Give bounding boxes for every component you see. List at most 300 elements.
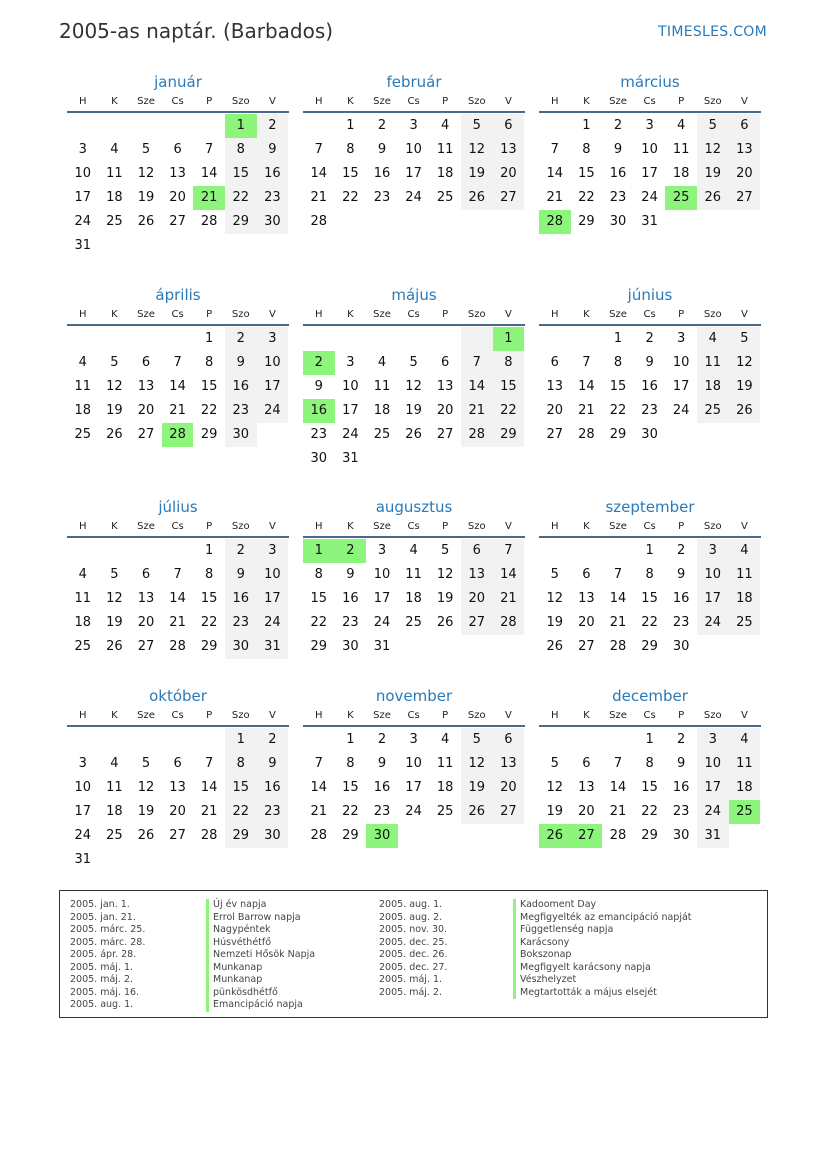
day-cell: 13 — [729, 138, 761, 162]
day-grid — [67, 114, 289, 258]
weekday-label: P — [442, 309, 449, 320]
legend-holiday-name: Megfigyelt karácsony napja — [513, 962, 692, 975]
holiday-day: 1 — [303, 539, 335, 563]
legend-date: 2005. dec. 25. — [379, 936, 448, 948]
weekday-label: Szo — [231, 710, 250, 721]
day-cell: 3 — [78, 756, 87, 771]
day-cell: 6 — [582, 567, 591, 582]
weekday-label: Sze — [137, 710, 155, 721]
day-cell: 16 — [225, 375, 257, 399]
day-cell: 14 — [609, 591, 627, 606]
empty-cell — [67, 327, 99, 351]
day-cell: 23 — [257, 800, 289, 824]
empty-cell — [162, 327, 194, 351]
day-cell: 23 — [373, 190, 391, 205]
weekday-label: V — [504, 96, 512, 107]
day-cell: 25 — [74, 427, 92, 442]
day-cell: 26 — [461, 186, 493, 210]
legend-holiday-name: Kadooment Day — [513, 899, 692, 912]
day-cell: 21 — [310, 190, 328, 205]
empty-cell — [130, 234, 162, 258]
weekday-label: V — [268, 710, 276, 721]
day-cell: 24 — [257, 611, 289, 635]
day-cell: 26 — [106, 639, 123, 654]
holiday-day: 1 — [493, 327, 525, 351]
day-cell: 3 — [377, 543, 387, 558]
holiday-day: 28 — [539, 210, 571, 234]
weekday-label: H — [315, 309, 323, 320]
day-cell: 18 — [729, 587, 761, 611]
weekday-header — [67, 308, 289, 326]
day-cell: 11 — [373, 379, 391, 394]
day-cell: 12 — [106, 591, 123, 606]
day-cell: 21 — [169, 615, 186, 630]
day-cell: 4 — [409, 543, 418, 558]
empty-cell — [335, 210, 367, 234]
day-cell: 20 — [493, 776, 525, 800]
weekday-label: Szo — [467, 521, 486, 532]
weekday-label: P — [206, 521, 213, 532]
day-cell: 2 — [613, 118, 623, 133]
day-cell: 12 — [461, 752, 493, 776]
day-cell: 14 — [310, 166, 328, 181]
weekday-label: Cs — [171, 710, 184, 721]
weekday-header — [303, 709, 525, 727]
empty-cell — [257, 848, 289, 872]
day-cell: 20 — [546, 403, 564, 418]
day-cell: 20 — [578, 804, 595, 819]
empty-cell — [67, 114, 99, 138]
empty-cell — [67, 539, 99, 563]
day-cell: 28 — [578, 427, 595, 442]
day-cell: 17 — [697, 587, 729, 611]
day-cell: 1 — [645, 732, 654, 747]
empty-cell — [67, 728, 99, 752]
day-cell: 27 — [493, 800, 525, 824]
weekday-label: P — [206, 96, 213, 107]
day-cell: 29 — [641, 639, 658, 654]
weekday-label: Sze — [137, 96, 155, 107]
weekday-header — [539, 709, 761, 727]
day-cell: 14 — [578, 379, 595, 394]
empty-cell — [303, 327, 335, 351]
weekday-label: Sze — [609, 309, 627, 320]
day-grid — [539, 327, 761, 447]
day-cell: 4 — [729, 728, 761, 752]
day-cell: 8 — [613, 355, 623, 370]
day-cell: 15 — [342, 780, 359, 795]
empty-cell — [99, 114, 131, 138]
empty-cell — [130, 728, 162, 752]
empty-cell — [665, 423, 697, 447]
day-cell: 15 — [310, 591, 328, 606]
empty-cell — [429, 635, 461, 659]
weekday-label: P — [442, 521, 449, 532]
day-cell: 12 — [461, 138, 493, 162]
empty-cell — [461, 210, 493, 234]
day-cell: 1 — [346, 118, 355, 133]
day-cell: 15 — [342, 166, 359, 181]
weekday-label: P — [678, 309, 685, 320]
weekday-label: K — [111, 521, 118, 532]
day-cell: 20 — [436, 403, 454, 418]
day-cell: 21 — [493, 587, 525, 611]
weekday-label: V — [504, 309, 512, 320]
day-cell: 29 — [609, 427, 627, 442]
weekday-label: V — [268, 96, 276, 107]
weekday-label: P — [206, 309, 213, 320]
day-cell: 27 — [169, 214, 186, 229]
day-cell: 16 — [373, 780, 391, 795]
day-cell: 13 — [169, 166, 186, 181]
month-6 — [67, 498, 289, 659]
empty-cell — [429, 447, 461, 471]
weekday-label: Cs — [171, 96, 184, 107]
day-cell: 17 — [405, 166, 422, 181]
month-title: március — [620, 73, 680, 91]
legend-date: 2005. nov. 30. — [379, 924, 448, 935]
empty-cell — [303, 728, 335, 752]
holiday-day: 28 — [162, 423, 194, 447]
month-4 — [303, 286, 525, 471]
day-cell: 9 — [645, 355, 654, 370]
day-cell: 4 — [441, 118, 450, 133]
legend-holiday-name: Karácsony — [513, 937, 692, 950]
day-cell: 7 — [550, 142, 559, 157]
day-cell: 29 — [310, 639, 328, 654]
empty-cell — [461, 635, 493, 659]
month-title: május — [391, 286, 437, 304]
day-cell: 30 — [310, 451, 328, 466]
day-cell: 1 — [645, 543, 654, 558]
month-11 — [539, 687, 761, 848]
day-cell: 13 — [137, 379, 155, 394]
day-cell: 23 — [672, 615, 690, 630]
day-cell: 5 — [697, 114, 729, 138]
day-cell: 6 — [461, 539, 493, 563]
day-cell: 28 — [609, 828, 627, 843]
day-cell: 11 — [729, 563, 761, 587]
day-cell: 28 — [200, 828, 218, 843]
legend-date: 2005. jan. 1. — [70, 899, 130, 910]
month-2 — [539, 73, 761, 234]
empty-cell — [162, 848, 194, 872]
day-cell: 31 — [373, 639, 391, 654]
day-cell: 3 — [677, 331, 686, 346]
weekday-label: V — [740, 710, 748, 721]
day-cell: 7 — [613, 756, 623, 771]
empty-cell — [571, 327, 603, 351]
day-cell: 8 — [346, 756, 355, 771]
weekday-label: Szo — [703, 96, 722, 107]
weekday-label: K — [111, 309, 118, 320]
weekday-label: K — [347, 521, 354, 532]
day-cell: 14 — [493, 563, 525, 587]
day-cell: 26 — [405, 427, 422, 442]
month-title: november — [375, 687, 453, 705]
weekday-label: H — [551, 710, 559, 721]
day-cell: 31 — [74, 238, 92, 253]
day-cell: 22 — [225, 800, 257, 824]
day-cell: 10 — [641, 142, 658, 157]
day-cell: 12 — [546, 591, 564, 606]
day-cell: 9 — [613, 142, 623, 157]
day-cell: 20 — [729, 162, 761, 186]
empty-cell — [130, 539, 162, 563]
month-9 — [67, 687, 289, 872]
day-grid — [303, 327, 525, 471]
day-cell: 7 — [613, 567, 623, 582]
weekday-label: Sze — [609, 96, 627, 107]
day-cell: 7 — [493, 539, 525, 563]
weekday-label: Sze — [137, 309, 155, 320]
weekday-label: Cs — [643, 521, 656, 532]
empty-cell — [130, 848, 162, 872]
holiday-day: 30 — [366, 824, 398, 848]
day-cell: 27 — [493, 186, 525, 210]
day-cell: 5 — [550, 567, 559, 582]
day-cell: 3 — [409, 732, 418, 747]
day-cell: 30 — [225, 635, 257, 659]
month-0 — [67, 73, 289, 258]
day-cell: 17 — [74, 190, 92, 205]
month-title: február — [386, 73, 442, 91]
legend-holiday-name: pünkösdhétfő — [206, 987, 315, 1000]
empty-cell — [398, 327, 430, 351]
day-cell: 14 — [169, 379, 186, 394]
weekday-label: V — [268, 521, 276, 532]
month-title: április — [155, 286, 201, 304]
day-grid — [67, 728, 289, 872]
day-cell: 19 — [546, 804, 564, 819]
weekday-label: Cs — [171, 521, 184, 532]
weekday-label: V — [740, 521, 748, 532]
day-cell: 13 — [578, 591, 595, 606]
day-grid — [303, 728, 525, 848]
day-cell: 29 — [200, 427, 218, 442]
weekday-label: V — [740, 309, 748, 320]
weekday-label: Sze — [373, 521, 391, 532]
weekday-label: Szo — [231, 521, 250, 532]
day-cell: 2 — [225, 327, 257, 351]
weekday-label: K — [347, 710, 354, 721]
legend-date: 2005. aug. 1. — [70, 999, 134, 1010]
day-cell: 27 — [578, 639, 595, 654]
day-cell: 20 — [493, 162, 525, 186]
day-cell: 16 — [373, 166, 391, 181]
day-cell: 17 — [257, 587, 289, 611]
day-cell: 9 — [314, 379, 323, 394]
day-cell: 16 — [257, 162, 289, 186]
day-cell: 17 — [697, 776, 729, 800]
day-cell: 3 — [257, 327, 289, 351]
day-cell: 25 — [405, 615, 422, 630]
day-cell: 16 — [672, 591, 690, 606]
day-cell: 24 — [74, 214, 92, 229]
empty-cell — [493, 210, 525, 234]
day-cell: 2 — [645, 331, 654, 346]
day-cell: 12 — [137, 166, 155, 181]
empty-cell — [729, 423, 761, 447]
weekday-label: Szo — [703, 521, 722, 532]
legend-holiday-name: Nemzeti Hősök Napja — [206, 949, 315, 962]
day-cell: 30 — [225, 423, 257, 447]
day-cell: 17 — [342, 403, 359, 418]
empty-cell — [130, 327, 162, 351]
day-cell: 16 — [225, 587, 257, 611]
day-cell: 22 — [609, 403, 627, 418]
empty-cell — [366, 447, 398, 471]
day-cell: 22 — [641, 615, 658, 630]
day-cell: 9 — [257, 138, 289, 162]
day-cell: 28 — [310, 214, 328, 229]
day-cell: 20 — [137, 615, 155, 630]
empty-cell — [539, 728, 571, 752]
legend-holiday-name: Függetlenség napja — [513, 924, 692, 937]
day-cell: 11 — [729, 752, 761, 776]
weekday-header — [67, 520, 289, 538]
empty-cell — [99, 539, 131, 563]
day-cell: 24 — [697, 611, 729, 635]
weekday-header — [539, 520, 761, 538]
day-cell: 3 — [645, 118, 654, 133]
day-cell: 10 — [697, 752, 729, 776]
day-cell: 5 — [461, 728, 493, 752]
day-cell: 28 — [310, 828, 328, 843]
day-cell: 20 — [169, 804, 186, 819]
day-cell: 15 — [609, 379, 627, 394]
day-cell: 2 — [377, 732, 387, 747]
day-cell: 1 — [346, 732, 355, 747]
legend-date: 2005. dec. 27. — [379, 961, 448, 973]
day-cell: 29 — [493, 423, 525, 447]
day-cell: 5 — [110, 355, 119, 370]
day-cell: 9 — [257, 752, 289, 776]
weekday-label: Cs — [407, 309, 420, 320]
weekday-header — [303, 308, 525, 326]
day-cell: 22 — [200, 615, 218, 630]
legend-names-right — [513, 899, 692, 999]
empty-cell — [493, 447, 525, 471]
weekday-label: Cs — [643, 710, 656, 721]
holiday-day: 21 — [193, 186, 225, 210]
day-cell: 5 — [141, 756, 151, 771]
day-cell: 21 — [169, 403, 186, 418]
empty-cell — [162, 114, 194, 138]
day-cell: 8 — [645, 756, 654, 771]
day-cell: 16 — [257, 776, 289, 800]
day-cell: 30 — [609, 214, 627, 229]
day-cell: 6 — [550, 355, 559, 370]
weekday-label: Szo — [231, 309, 250, 320]
empty-cell — [257, 423, 289, 447]
legend-dates-right — [379, 899, 447, 999]
brand-link[interactable]: TIMESLES.COM — [658, 24, 767, 40]
day-cell: 23 — [672, 804, 690, 819]
day-cell: 19 — [106, 403, 123, 418]
legend-names-left — [206, 899, 315, 1012]
day-cell: 25 — [106, 214, 123, 229]
day-cell: 22 — [200, 403, 218, 418]
empty-cell — [257, 234, 289, 258]
day-cell: 7 — [314, 756, 323, 771]
day-cell: 15 — [578, 166, 595, 181]
day-cell: 27 — [729, 186, 761, 210]
day-cell: 10 — [405, 142, 422, 157]
day-grid — [539, 728, 761, 848]
day-cell: 29 — [225, 210, 257, 234]
day-cell: 18 — [373, 403, 391, 418]
day-cell: 5 — [110, 567, 119, 582]
day-cell: 23 — [641, 403, 658, 418]
day-cell: 10 — [342, 379, 359, 394]
empty-cell — [697, 210, 729, 234]
legend-holiday-name: Emancipáció napja — [206, 999, 315, 1012]
day-cell: 24 — [405, 190, 422, 205]
month-7 — [303, 498, 525, 659]
day-cell: 26 — [436, 615, 454, 630]
weekday-label: Cs — [643, 309, 656, 320]
day-cell: 24 — [641, 190, 658, 205]
day-cell: 30 — [257, 824, 289, 848]
day-cell: 26 — [546, 639, 564, 654]
day-cell: 11 — [405, 567, 422, 582]
day-cell: 15 — [641, 591, 658, 606]
day-cell: 22 — [225, 186, 257, 210]
day-cell: 8 — [225, 138, 257, 162]
day-cell: 19 — [436, 591, 454, 606]
month-8 — [539, 498, 761, 659]
day-cell: 2 — [225, 539, 257, 563]
empty-cell — [539, 114, 571, 138]
day-cell: 12 — [546, 780, 564, 795]
month-10 — [303, 687, 525, 848]
month-title: október — [149, 687, 207, 705]
legend-dates-left — [70, 899, 145, 1012]
day-cell: 28 — [461, 423, 493, 447]
day-cell: 6 — [582, 756, 591, 771]
day-grid — [67, 327, 289, 447]
weekday-label: Szo — [467, 309, 486, 320]
legend-holiday-name: Húsvéthétfő — [206, 937, 315, 950]
day-cell: 16 — [672, 780, 690, 795]
day-cell: 15 — [200, 591, 218, 606]
weekday-label: Sze — [609, 521, 627, 532]
day-cell: 19 — [697, 162, 729, 186]
day-cell: 18 — [729, 776, 761, 800]
day-cell: 24 — [405, 804, 422, 819]
day-cell: 1 — [205, 543, 214, 558]
holiday-day: 1 — [225, 114, 257, 138]
legend-date: 2005. jan. 21. — [70, 911, 136, 923]
weekday-header — [67, 709, 289, 727]
empty-cell — [539, 539, 571, 563]
empty-cell — [225, 234, 257, 258]
legend-date: 2005. dec. 26. — [379, 949, 448, 960]
holiday-day: 2 — [303, 351, 335, 375]
month-title: december — [612, 687, 688, 705]
empty-cell — [99, 848, 131, 872]
day-cell: 26 — [461, 800, 493, 824]
empty-cell — [429, 327, 461, 351]
day-cell: 25 — [436, 190, 454, 205]
empty-cell — [193, 114, 225, 138]
day-cell: 10 — [257, 351, 289, 375]
empty-cell — [193, 728, 225, 752]
day-cell: 15 — [493, 375, 525, 399]
legend-date: 2005. márc. 28. — [70, 936, 146, 948]
weekday-label: Sze — [137, 521, 155, 532]
